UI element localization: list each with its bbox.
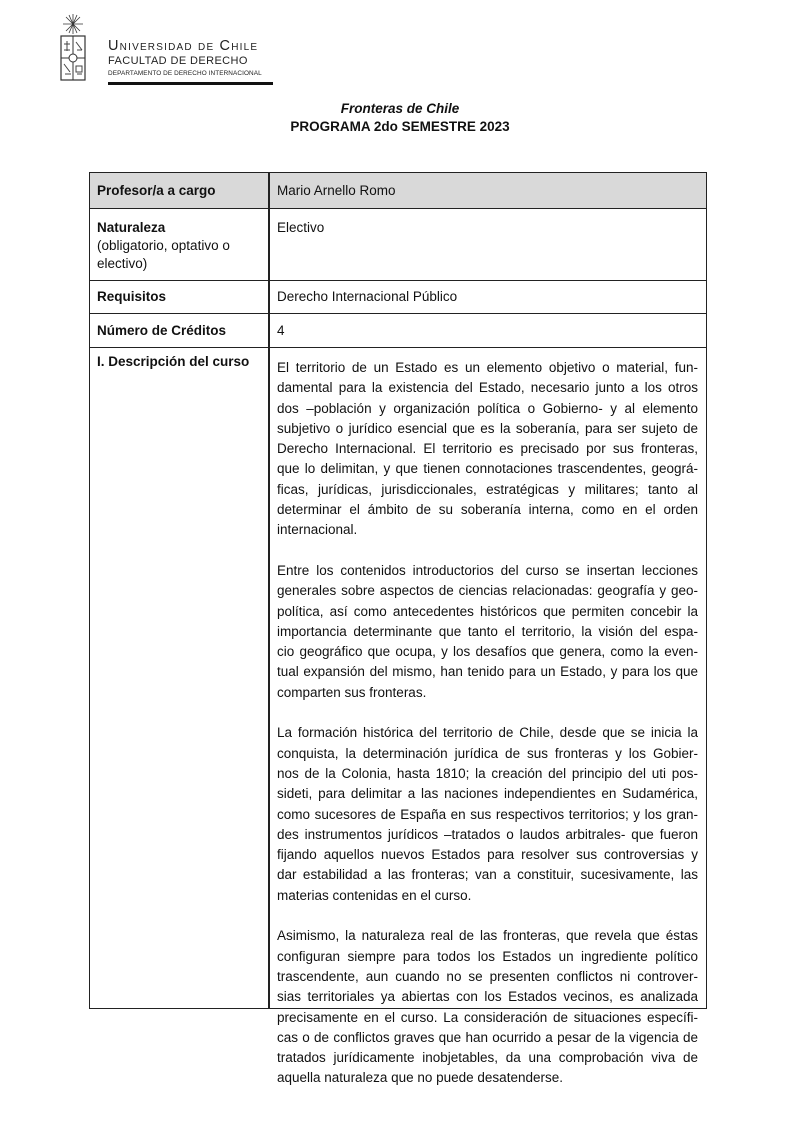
description-line: dar estabilidad a las fronteras; van a constituir, sucesivamente, las xyxy=(277,867,698,883)
description-line: cio geográfico que ocupa, y los desafíos que genera, como la even- xyxy=(277,644,698,660)
description-label xyxy=(97,353,262,371)
header-divider xyxy=(108,82,273,85)
row-description xyxy=(90,348,706,1086)
description-line: conquista, la determinación jurídica de sus fronteras y los Gobier- xyxy=(277,745,698,761)
description-line: determinar el ámbito de su soberanía interna, como en el orden xyxy=(277,502,698,518)
credits-value: 4 xyxy=(277,322,285,338)
description-line: La formación histórica del territorio de Chile, desde que se inicia la xyxy=(277,725,698,741)
requirements-value: Derecho Internacional Público xyxy=(277,289,458,304)
description-line: trascendente, aun cuando no se presenten conflictos ni controver- xyxy=(277,968,698,984)
course-title: Fronteras de Chile xyxy=(340,101,460,116)
description-line: cas o de conflictos graves que han ocurrido a pesar de la vigencia de xyxy=(277,1029,698,1045)
nature-label-text: Naturaleza xyxy=(97,219,166,235)
description-label-text: I. Descripción del curso xyxy=(97,354,250,369)
description-line: importancia determinante que tanto el territorio, la visión del espa- xyxy=(277,623,698,639)
description-line: internacional. xyxy=(277,522,358,538)
requirements-label xyxy=(97,288,262,306)
description-line: Derecho Internacional. El territorio es precisado por sus fronteras, xyxy=(277,441,698,457)
description-line: dos –población y organización política o Gobierno- y al elemento xyxy=(277,400,698,416)
row-professor xyxy=(90,173,706,209)
description-line: El territorio de un Estado es un elemento objetivo o material, fun- xyxy=(277,360,698,375)
description-line: tual expansión del mismo, han tenido para un Estado, y para los que xyxy=(277,664,698,680)
program-title: PROGRAMA 2do SEMESTRE 2023 xyxy=(290,119,510,134)
professor-label xyxy=(97,182,262,200)
professor-value: Mario Arnello Romo xyxy=(277,183,396,198)
description-line: sias territoriales ya abiertas con los Estados vecinos, es analizada xyxy=(277,989,698,1005)
course-info-table xyxy=(89,172,707,1086)
row-nature xyxy=(90,210,706,281)
university-crest-icon xyxy=(60,12,86,84)
description-text xyxy=(277,358,698,1109)
description-line: damental para la existencia del Estado, necesario junto a los otros xyxy=(277,380,698,396)
description-paragraph xyxy=(277,358,698,541)
credits-label-text: Número de Créditos xyxy=(97,322,227,338)
description-line: Entre los contenidos introductorios del curso se insertan lecciones xyxy=(277,562,698,578)
description-line: des instrumentos jurídicos –tratados o laudos arbitrales- que fueron xyxy=(277,826,698,842)
description-line: nos de la Colonia, hasta 1810; la creación del principio del uti pos- xyxy=(277,765,698,781)
university-name: Universidad de Chile xyxy=(108,38,259,54)
description-line: configuran siempre para todos los Estados un ingrediente político xyxy=(277,948,698,964)
department-name: DEPARTAMENTO DE DERECHO INTERNACIONAL xyxy=(108,70,262,77)
description-line: que lo delimitan, y que tienen connotaciones trascendentes, geográ- xyxy=(277,461,698,477)
nature-value: Electivo xyxy=(277,219,325,235)
description-line: sideti, para delimitar a las naciones independientes en Sudamérica, xyxy=(277,786,698,802)
description-line: ficas, jurídicas, jurisdiccionales, estratégicas y militares; tanto al xyxy=(277,481,698,497)
row-requirements xyxy=(90,281,706,314)
credits-label xyxy=(97,322,262,340)
row-credits xyxy=(90,315,706,348)
description-line: política, así como antecedentes históricos que permiten concebir la xyxy=(277,603,698,619)
description-line: precisamente en el curso. La consideración de situaciones específi- xyxy=(277,1009,698,1025)
description-paragraph xyxy=(277,561,698,703)
nature-label xyxy=(97,219,262,273)
description-line: subjetivo o jurídico esencial que es la soberanía, para ser sujeto de xyxy=(277,420,698,436)
description-line: como sucesores de España en sus respectivos territorios; y los gran- xyxy=(277,806,698,822)
description-line: materias contenidas en el curso. xyxy=(277,887,472,903)
description-line: fijando aquellos nuevos Estados para resolver sus controversias y xyxy=(277,847,698,863)
column-divider xyxy=(268,173,270,208)
nature-sublabel: (obligatorio, optativo o xyxy=(97,237,230,253)
description-line: Asimismo, la naturaleza real de las fronteras, que revela que éstas xyxy=(277,928,698,944)
description-line: aquella naturaleza que no puede desatenderse. xyxy=(277,1070,563,1086)
description-paragraph xyxy=(277,926,698,1088)
professor-label-text: Profesor/a a cargo xyxy=(97,183,216,198)
description-line: comparten sus fronteras. xyxy=(277,684,427,700)
description-line: tratados jurídicamente inobjetables, da una comprobación viva de xyxy=(277,1050,698,1066)
faculty-name: FACULTAD DE DERECHO xyxy=(108,55,248,67)
nature-sublabel-2: electivo) xyxy=(97,255,148,271)
description-line: generales sobre aspectos de ciencias relacionadas: geografía y geo- xyxy=(277,583,698,599)
requirements-label-text: Requisitos xyxy=(97,289,167,304)
description-paragraph xyxy=(277,723,698,906)
